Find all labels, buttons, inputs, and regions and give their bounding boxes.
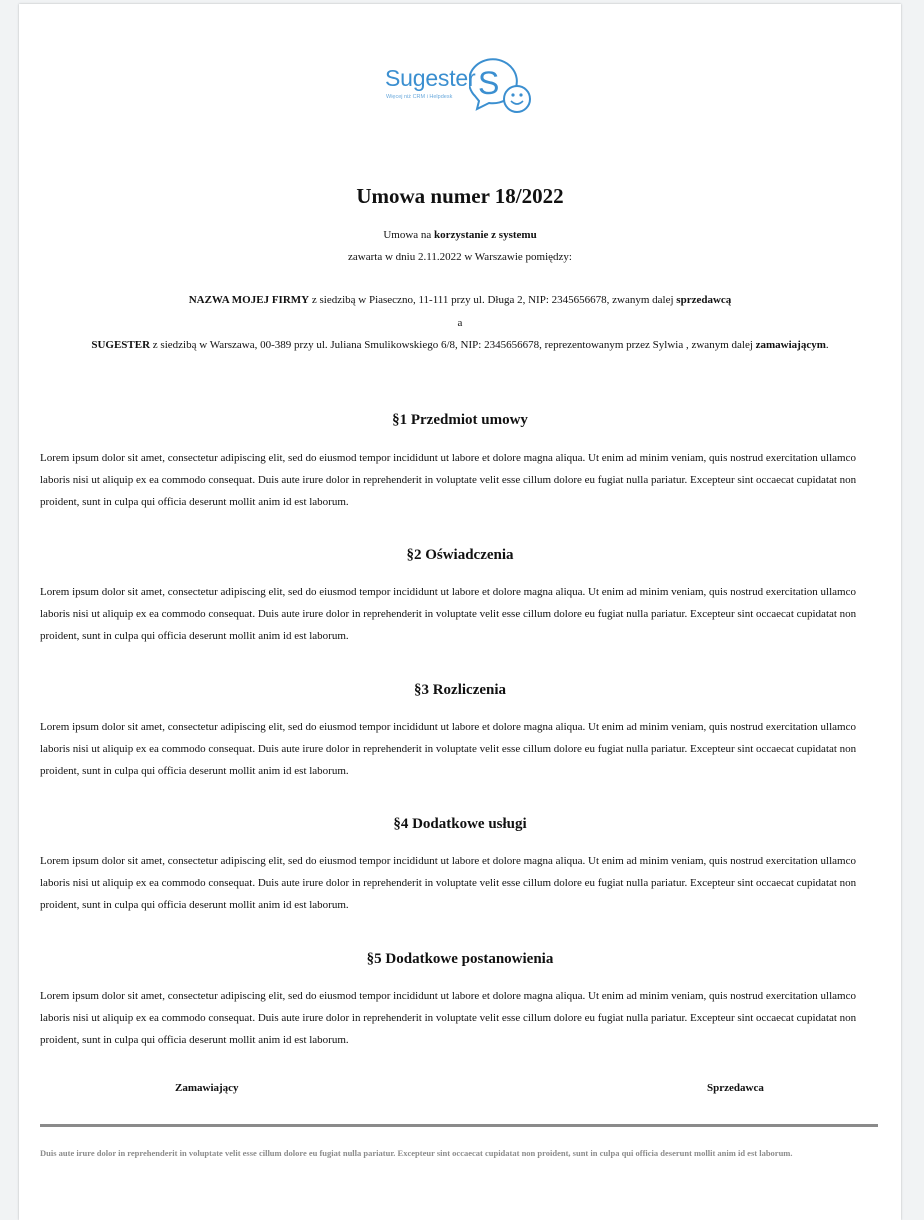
footer-text: Duis aute irure dolor in reprehenderit in voluptate velit esse cillum dolore eu fugiat nulla pariatur. Excepteur sint occaecat cupidatat non proident, sunt in culpa qui officia deserunt mollit anim id est laborum. — [40, 1148, 793, 1158]
contract-subject-prefix: Umowa na — [383, 229, 435, 241]
buyer-details: z siedzibą w Warszawa, 00-389 przy ul. Juliana Smulikowskiego 6/8, NIP: 2345656678, reprezentowanym przez Sylwia , zwanym dalej — [150, 339, 756, 351]
smiley-chat-icon — [469, 56, 535, 116]
section-2-title: §2 Oświadczenia — [406, 547, 514, 563]
section-1-text: Lorem ipsum dolor sit amet, consectetur adipiscing elit, sed do eiusmod tempor incididunt ut labore et dolore magna aliqua. Ut enim ad minim veniam, quis nostrud exercitation ullamco laboris nisi ut aliquip ex ea commodo consequat. Duis aute irure dolor in reprehenderit in voluptate velit esse cillum dolore eu fugiat nulla pariatur. Excepteur sint occaecat cupidatat non proident, sunt in culpa qui officia deserunt mollit anim id est laborum. — [40, 452, 857, 508]
buyer-name: SUGESTER — [91, 339, 151, 351]
seller-role: sprzedawcą — [676, 294, 732, 306]
seller-party — [19, 294, 901, 306]
footer-divider — [40, 1124, 878, 1127]
section-3-text: Lorem ipsum dolor sit amet, consectetur adipiscing elit, sed do eiusmod tempor incididunt ut labore et dolore magna aliqua. Ut enim ad minim veniam, quis nostrud exercitation ullamco laboris nisi ut aliquip ex ea commodo consequat. Duis aute irure dolor in reprehenderit in voluptate velit esse cillum dolore eu fugiat nulla pariatur. Excepteur sint occaecat cupidatat non proident, sunt in culpa qui officia deserunt mollit anim id est laborum. — [40, 721, 857, 777]
buyer-signature-label: Zamawiający — [175, 1082, 239, 1094]
buyer-party — [19, 339, 901, 351]
buyer-end: . — [825, 339, 829, 351]
section-2-text: Lorem ipsum dolor sit amet, consectetur adipiscing elit, sed do eiusmod tempor incididunt ut labore et dolore magna aliqua. Ut enim ad minim veniam, quis nostrud exercitation ullamco laboris nisi ut aliquip ex ea commodo consequat. Duis aute irure dolor in reprehenderit in voluptate velit esse cillum dolore eu fugiat nulla pariatur. Excepteur sint occaecat cupidatat non proident, sunt in culpa qui officia deserunt mollit anim id est laborum. — [40, 586, 857, 642]
svg-text:S: S — [478, 65, 500, 101]
party-connector: a — [457, 317, 463, 329]
section-1-title: §1 Przedmiot umowy — [392, 412, 528, 428]
seller-details: z siedzibą w Piaseczno, 11-111 przy ul. Długa 2, NIP: 2345656678, zwanym dalej — [309, 294, 677, 306]
document-page — [19, 4, 901, 1220]
seller-signature-label: Sprzedawca — [707, 1082, 764, 1094]
buyer-role: zamawiającym — [755, 339, 826, 351]
section-5-text: Lorem ipsum dolor sit amet, consectetur adipiscing elit, sed do eiusmod tempor incididunt ut labore et dolore magna aliqua. Ut enim ad minim veniam, quis nostrud exercitation ullamco laboris nisi ut aliquip ex ea commodo consequat. Duis aute irure dolor in reprehenderit in voluptate velit esse cillum dolore eu fugiat nulla pariatur. Excepteur sint occaecat cupidatat non proident, sunt in culpa qui officia deserunt mollit anim id est laborum. — [40, 990, 857, 1046]
section-4-title: §4 Dodatkowe usługi — [393, 816, 527, 832]
seller-name: NAZWA MOJEJ FIRMY — [188, 294, 310, 306]
logo-tagline: Więcej niż CRM i Helpdesk — [386, 94, 453, 100]
contract-date-line: zawarta w dniu 2.11.2022 w Warszawie pomiędzy: — [348, 251, 572, 263]
contract-subject-bold: korzystanie z systemu — [434, 229, 537, 241]
section-4-text: Lorem ipsum dolor sit amet, consectetur adipiscing elit, sed do eiusmod tempor incididunt ut labore et dolore magna aliqua. Ut enim ad minim veniam, quis nostrud exercitation ullamco laboris nisi ut aliquip ex ea commodo consequat. Duis aute irure dolor in reprehenderit in voluptate velit esse cillum dolore eu fugiat nulla pariatur. Excepteur sint occaecat cupidatat non proident, sunt in culpa qui officia deserunt mollit anim id est laborum. — [40, 855, 857, 911]
contract-title: Umowa numer 18/2022 — [356, 184, 564, 208]
section-5-title: §5 Dodatkowe postanowienia — [366, 951, 554, 967]
contract-subject — [19, 229, 901, 241]
section-3-title: §3 Rozliczenia — [413, 682, 507, 698]
logo-name: Sugester — [385, 65, 476, 91]
company-logo — [385, 56, 537, 118]
